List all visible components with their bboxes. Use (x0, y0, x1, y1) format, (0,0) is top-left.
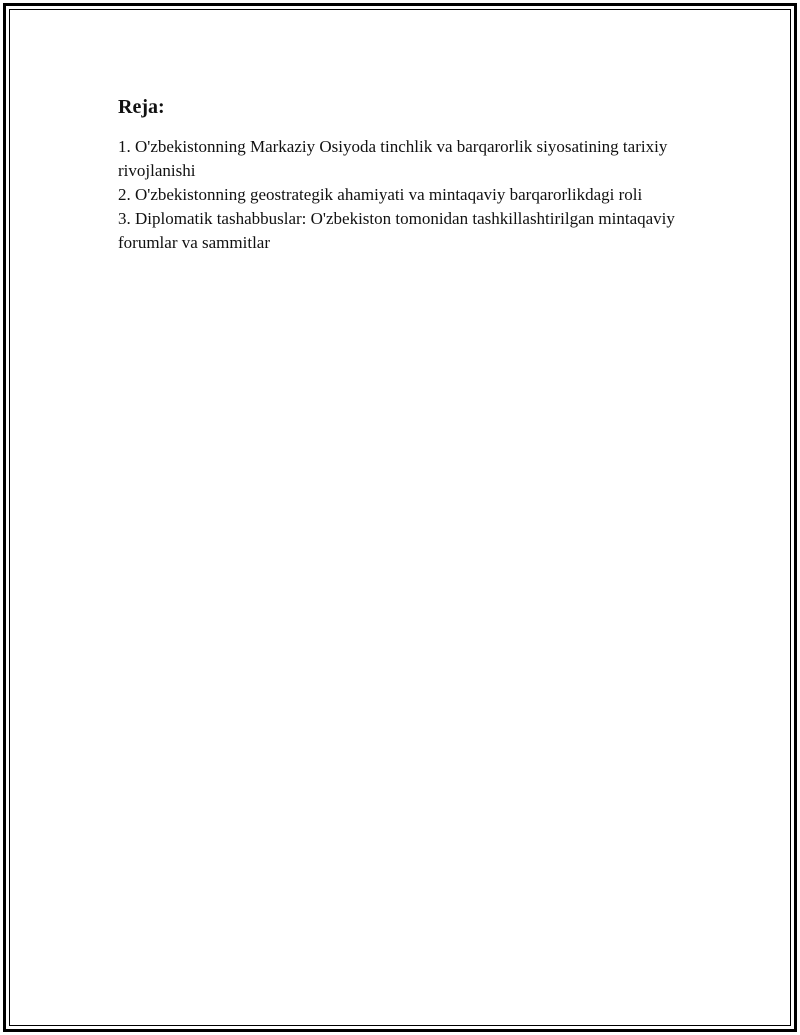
plan-item-1: 1. O'zbekistonning Markaziy Osiyoda tinchlik va barqarorlik siyosatining tarixiy rivojlanishi (118, 137, 668, 180)
plan-item-2: 2. O'zbekistonning geostrategik ahamiyati va mintaqaviy barqarorlikdagi roli (118, 185, 643, 204)
plan-list (118, 135, 698, 255)
plan-heading: Reja: (118, 96, 165, 118)
plan-item-3: 3. Diplomatik tashabbuslar: O'zbekiston tomonidan tashkillashtirilgan mintaqaviy forumlar va sammitlar (118, 209, 675, 252)
document-content (118, 95, 698, 255)
